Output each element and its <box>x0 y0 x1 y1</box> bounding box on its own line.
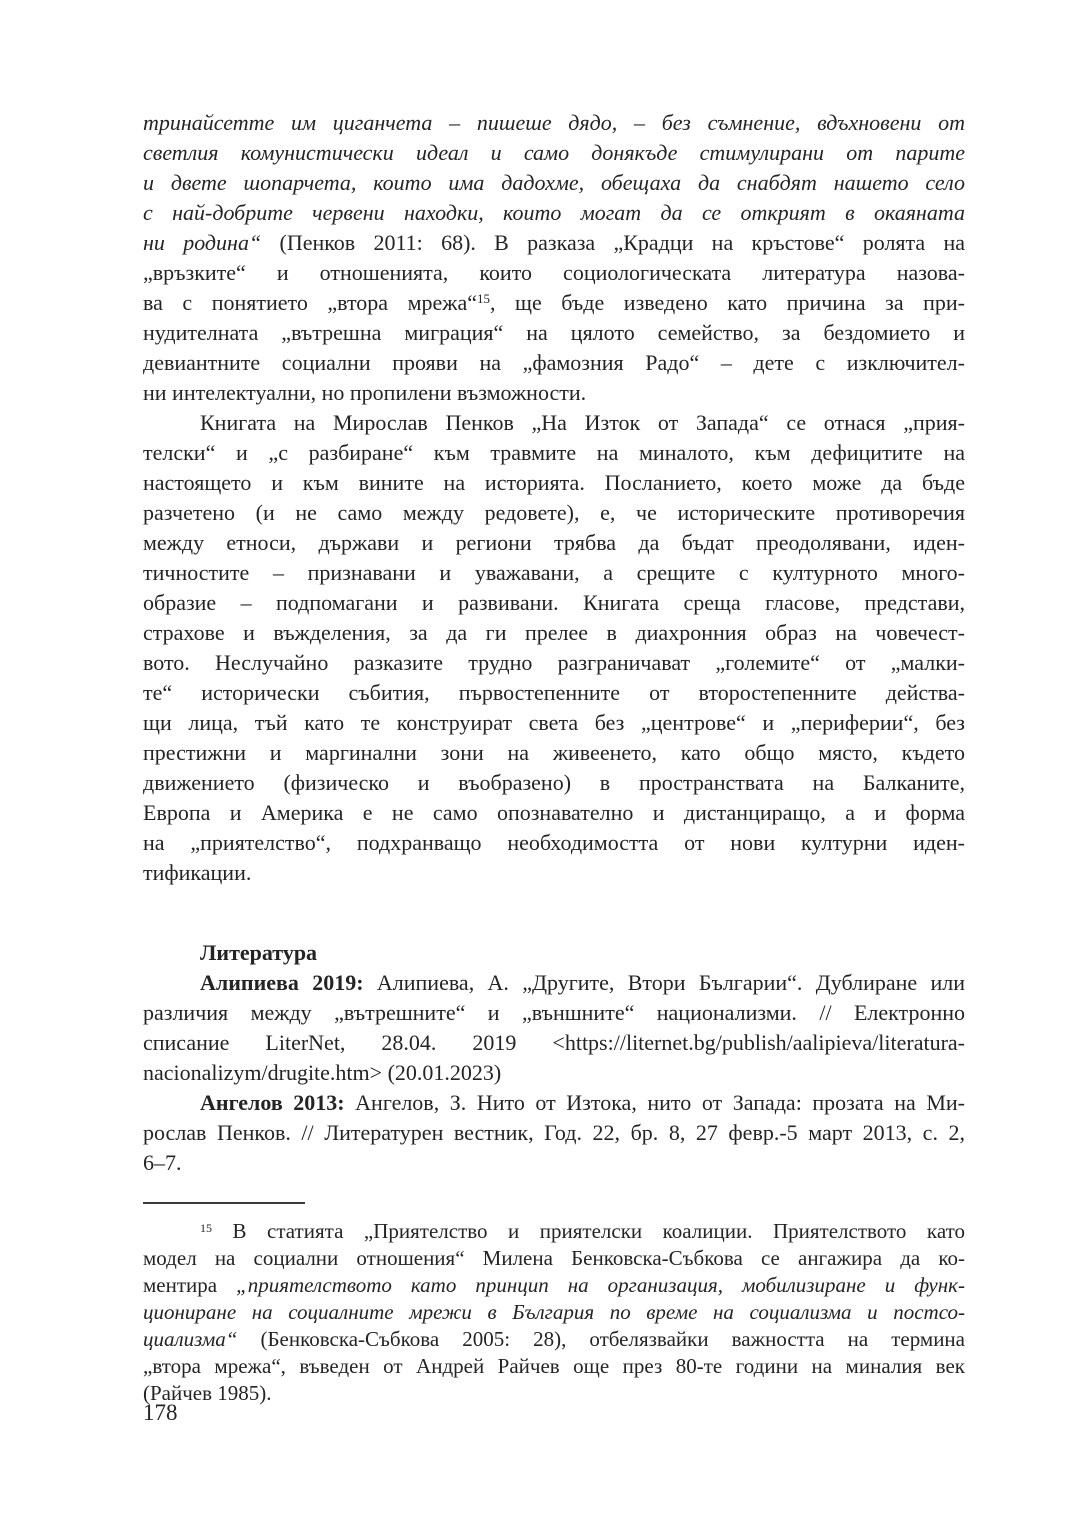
text-segment: рослав Пенков. // Литературен вестник, Год. 22, бр. 8, 27 февр.-5 март 2013, с. 2, <box>143 1120 965 1145</box>
text-line <box>143 438 965 468</box>
text-line <box>143 858 965 888</box>
text-line <box>143 648 965 678</box>
references-heading <box>143 938 965 968</box>
text-line <box>143 1245 965 1272</box>
text-line <box>143 348 965 378</box>
text-line <box>143 408 965 438</box>
text-segment: В статията „Приятелство и приятелски коалиции. Приятелството като <box>212 1219 965 1243</box>
text-segment: вото. Неслучайно разказите трудно разграничават „големите“ от „малки- <box>143 650 965 675</box>
text-segment: светлия комунистически идеал и само донякъде стимулирани от парите <box>143 140 965 165</box>
text-segment: страхове и въжделения, за да ги прелее в диахронния образ на човечест- <box>143 620 965 645</box>
text-segment: с най-добрите червени находки, които могат да се открият в окаяната <box>143 200 965 225</box>
text-line <box>143 138 965 168</box>
text-segment: на „приятелство“, подхранващо необходимостта от нови културни иден- <box>143 830 965 855</box>
text-line <box>143 318 965 348</box>
text-line <box>143 168 965 198</box>
text-segment: разчетено (и не само между редовете), е, че историческите противоречия <box>143 500 965 525</box>
text-segment: престижни и маргинални зони на живеенето, като общо място, където <box>143 740 965 765</box>
footnote-15 <box>143 1218 965 1407</box>
text-segment: ни родина“ <box>143 230 262 255</box>
text-line <box>143 108 965 138</box>
reference-entry-angelov-2013 <box>143 1088 965 1178</box>
text-line <box>143 738 965 768</box>
text-line <box>143 678 965 708</box>
text-line <box>143 228 965 258</box>
text-line <box>143 258 965 288</box>
text-segment: те“ исторически събития, първостепенните от второстепенните действа- <box>143 680 965 705</box>
text-line <box>143 1218 965 1245</box>
text-segment: и двете шопарчета, които има дадохме, обещаха да снабдят нашето село <box>143 170 965 195</box>
text-segment: телски“ и „с разбиране“ към травмите на миналото, към дефицитите на <box>143 440 965 465</box>
text-line <box>143 1088 965 1118</box>
text-segment: (Райчев 1985). <box>143 1381 272 1405</box>
text-line <box>143 1272 965 1299</box>
text-segment: между етноси, държави и региони трябва да бъдат преодолявани, иден- <box>143 530 965 555</box>
text-segment: образие – подпомагани и развивани. Книгата среща гласове, представи, <box>143 590 965 615</box>
text-segment: тичностите – признавани и уважавани, а срещите с културното много- <box>143 560 965 585</box>
text-segment: , ще бъде изведено като причина за при- <box>490 290 965 315</box>
text-segment: движението (физическо и въобразено) в пространствата на Балканите, <box>143 770 965 795</box>
body-paragraph-quote-continuation <box>143 108 965 408</box>
text-segment: ни интелектуални, но пропилени възможности. <box>143 380 587 405</box>
text-line <box>143 1353 965 1380</box>
text-line <box>143 468 965 498</box>
reference-entry-alipieva-2019 <box>143 968 965 1088</box>
text-segment: (Пенков 2011: 68). В разказа „Крадци на кръстове“ ролята на <box>261 230 965 255</box>
text-segment: списание LiterNet, 28.04. 2019 <https://liternet.bg/publish/aalipieva/literatura- <box>143 1030 965 1055</box>
text-line <box>143 1148 965 1178</box>
text-line <box>143 528 965 558</box>
text-segment: циализма“ <box>143 1327 238 1351</box>
text-segment: различия между „вътрешните“ и „външните“ национализми. // Електронно <box>143 1000 965 1025</box>
text-segment: Литература <box>200 940 318 965</box>
text-line <box>143 1299 965 1326</box>
text-line <box>143 938 965 968</box>
text-segment: тификации. <box>143 860 252 885</box>
text-line <box>143 968 965 998</box>
text-segment: 6–7. <box>143 1150 182 1175</box>
text-line <box>143 1326 965 1353</box>
text-segment: настоящето и към вините на историята. Посланието, което може да бъде <box>143 470 965 495</box>
text-segment: Алипиева, А. „Другите, Втори Българии“. Дублиране или <box>363 970 965 995</box>
text-segment: циониране на социалните мрежи в България по време на социализма и постсо- <box>143 1300 965 1324</box>
text-column <box>143 108 965 1407</box>
text-line <box>143 1028 965 1058</box>
text-line <box>143 498 965 528</box>
footnote-separator-rule <box>143 1202 305 1204</box>
text-segment: тринайсетте им циганчета – пишеше дядо, – без съмнение, вдъхновени от <box>143 110 965 135</box>
text-segment: Европа и Америка е не само опознавателно и дистанциращо, а и форма <box>143 800 965 825</box>
text-segment: Ангелов 2013: <box>200 1090 345 1115</box>
text-line <box>143 618 965 648</box>
text-segment: нудителната „вътрешна миграция“ на цялото семейство, за бездомието и <box>143 320 965 345</box>
text-segment: ментира <box>143 1273 237 1297</box>
text-line <box>143 288 965 318</box>
page-number: 178 <box>143 1400 178 1425</box>
text-segment: „връзките“ и отношенията, които социологическата литература назова- <box>143 260 965 285</box>
text-line <box>143 198 965 228</box>
text-segment: „приятелството като принцип на организация, мобилизиране и функ- <box>236 1273 965 1297</box>
text-line <box>143 378 965 408</box>
text-line <box>143 588 965 618</box>
text-line <box>143 1380 965 1407</box>
text-segment: щи лица, тъй като те конструират света без „центрове“ и „периферии“, без <box>143 710 965 735</box>
text-segment: девиантните социални прояви на „фамозния Радо“ – дете с изключител- <box>143 350 965 375</box>
text-segment: Ангелов, З. Нито от Изтока, нито от Запада: прозата на Ми- <box>344 1090 965 1115</box>
footnote-reference-superscript: 15 <box>477 291 491 306</box>
text-line <box>143 828 965 858</box>
body-paragraph-2 <box>143 408 965 888</box>
text-segment: nacionalizym/drugite.htm> (20.01.2023) <box>143 1060 502 1085</box>
text-line <box>143 998 965 1028</box>
text-segment: (Бенковска-Събкова 2005: 28), отбелязвайки важността на термина <box>237 1327 965 1351</box>
text-line <box>143 708 965 738</box>
text-segment: Алипиева 2019: <box>200 970 364 995</box>
text-line <box>143 558 965 588</box>
text-line <box>143 798 965 828</box>
text-segment: ва с понятието „втора мрежа“ <box>143 290 478 315</box>
footnote-reference-superscript: 15 <box>200 1221 212 1235</box>
text-segment: Книгата на Мирослав Пенков „На Изток от Запада“ се отнася „прия- <box>200 410 965 435</box>
text-segment: „втора мрежа“, въведен от Андрей Райчев още през 80-те години на миналия век <box>143 1354 965 1378</box>
text-line <box>143 1058 965 1088</box>
text-line <box>143 768 965 798</box>
text-segment: модел на социални отношения“ Милена Бенковска-Събкова се ангажира да ко- <box>143 1246 965 1270</box>
text-line <box>143 1118 965 1148</box>
